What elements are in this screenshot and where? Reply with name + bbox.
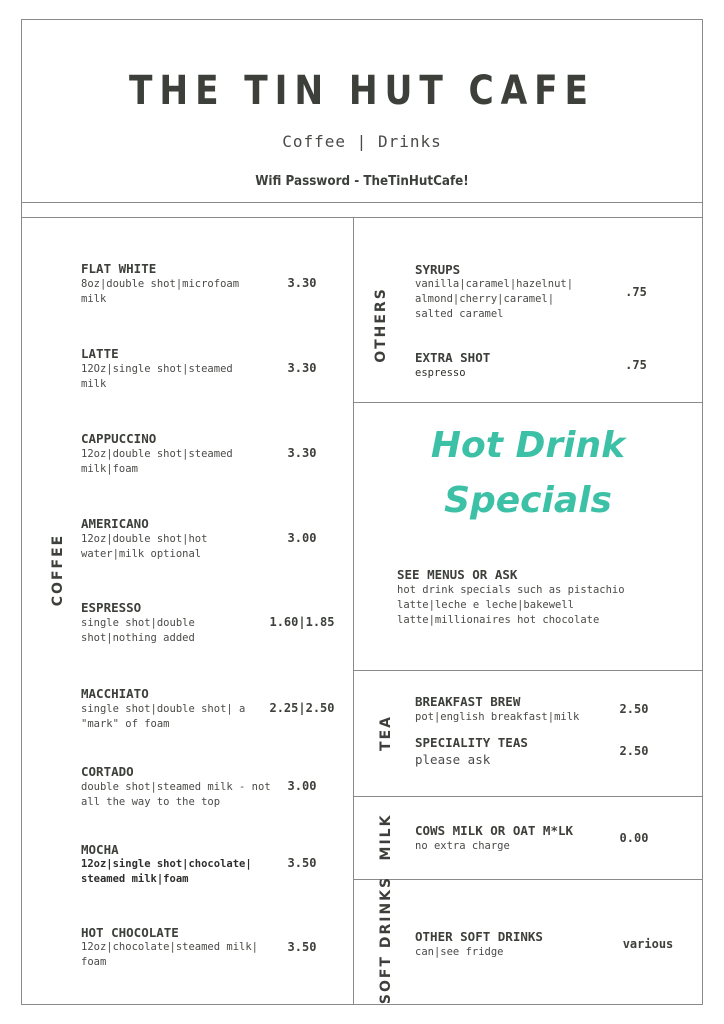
item-description: single shot|double shot|nothing added bbox=[81, 617, 195, 644]
item-description: 12oz|double shot|steamed milk|foam bbox=[81, 448, 233, 475]
item-description: hot drink specials such as pistachio latte|leche e leche|bakewell latte|millionaires hot chocolate bbox=[397, 584, 625, 626]
others-divider bbox=[353, 402, 703, 403]
item-description: please ask bbox=[415, 752, 491, 767]
section-label-soft-drinks: SOFT DRINKS bbox=[378, 875, 394, 1005]
tea-divider bbox=[353, 796, 703, 797]
section-label-tea: TEA bbox=[378, 715, 394, 751]
specials-divider bbox=[353, 670, 703, 671]
item-description: vanilla|caramel|hazelnut| almond|cherry|caramel| salted caramel bbox=[415, 278, 574, 320]
item-name: HOT CHOCOLATE bbox=[81, 925, 179, 940]
section-label-coffee: COFFEE bbox=[50, 533, 66, 607]
item-name: SEE MENUS OR ASK bbox=[397, 567, 518, 582]
item-description: can|see fridge bbox=[415, 946, 504, 958]
cafe-title: THE TIN HUT CAFE bbox=[129, 68, 595, 114]
item-price: 3.50 bbox=[287, 856, 317, 870]
specials-heading-line2: Specials bbox=[444, 480, 612, 521]
item-description: 12oz|double shot|hot water|milk optional bbox=[81, 533, 208, 560]
item-price: 0.00 bbox=[619, 831, 649, 845]
item-description: 12oz|single shot|chocolate| steamed milk|foam bbox=[81, 858, 252, 885]
wifi-password: Wifi Password - TheTinHutCafe! bbox=[255, 174, 469, 189]
item-price: 3.50 bbox=[287, 940, 317, 954]
item-name: FLAT WHITE bbox=[81, 261, 157, 276]
header-rule-bottom bbox=[21, 217, 703, 218]
item-name: COWS MILK OR OAT M*LK bbox=[415, 823, 574, 838]
item-price: 3.30 bbox=[287, 446, 317, 460]
milk-divider bbox=[353, 879, 703, 880]
item-name: ESPRESSO bbox=[81, 600, 142, 615]
item-name: CAPPUCCINO bbox=[81, 431, 157, 446]
item-name: EXTRA SHOT bbox=[415, 350, 491, 365]
item-description: single shot|double shot| a "mark" of foam bbox=[81, 703, 246, 730]
item-description: no extra charge bbox=[415, 840, 510, 852]
cafe-subtitle: Coffee | Drinks bbox=[282, 132, 442, 151]
item-description: double shot|steamed milk - not all the way to the top bbox=[81, 781, 271, 808]
item-price: 3.30 bbox=[287, 361, 317, 375]
item-description: 12Oz|single shot|steamed milk bbox=[81, 363, 233, 390]
item-price: .75 bbox=[625, 285, 647, 299]
item-price: various bbox=[622, 937, 674, 951]
item-name: SYRUPS bbox=[415, 262, 461, 277]
item-price: 1.60|1.85 bbox=[269, 615, 335, 629]
specials-heading-line1: Hot Drink bbox=[430, 425, 626, 466]
item-price: 2.50 bbox=[619, 702, 649, 716]
item-name: MACCHIATO bbox=[81, 686, 149, 701]
item-name: OTHER SOFT DRINKS bbox=[415, 929, 543, 944]
item-description: espresso bbox=[415, 367, 466, 379]
item-description: pot|english breakfast|milk bbox=[415, 711, 580, 723]
item-price: 3.30 bbox=[287, 276, 317, 290]
item-name: BREAKFAST BREW bbox=[415, 694, 521, 709]
item-description: 8oz|double shot|microfoam milk bbox=[81, 278, 240, 305]
item-price: 2.25|2.50 bbox=[269, 701, 335, 715]
item-name: AMERICANO bbox=[81, 516, 149, 531]
header-rule-top bbox=[21, 202, 703, 203]
item-price: 2.50 bbox=[619, 744, 649, 758]
item-name: LATTE bbox=[81, 346, 119, 361]
item-name: CORTADO bbox=[81, 764, 134, 779]
item-price: 3.00 bbox=[287, 779, 317, 793]
item-name: MOCHA bbox=[81, 842, 119, 857]
item-name: SPECIALITY TEAS bbox=[415, 735, 528, 750]
section-label-others: OTHERS bbox=[373, 287, 389, 363]
item-description: 12oz|chocolate|steamed milk| foam bbox=[81, 941, 259, 968]
section-label-milk: MILK bbox=[378, 813, 394, 861]
item-price: .75 bbox=[625, 358, 647, 372]
column-divider bbox=[353, 218, 354, 1005]
item-price: 3.00 bbox=[287, 531, 317, 545]
